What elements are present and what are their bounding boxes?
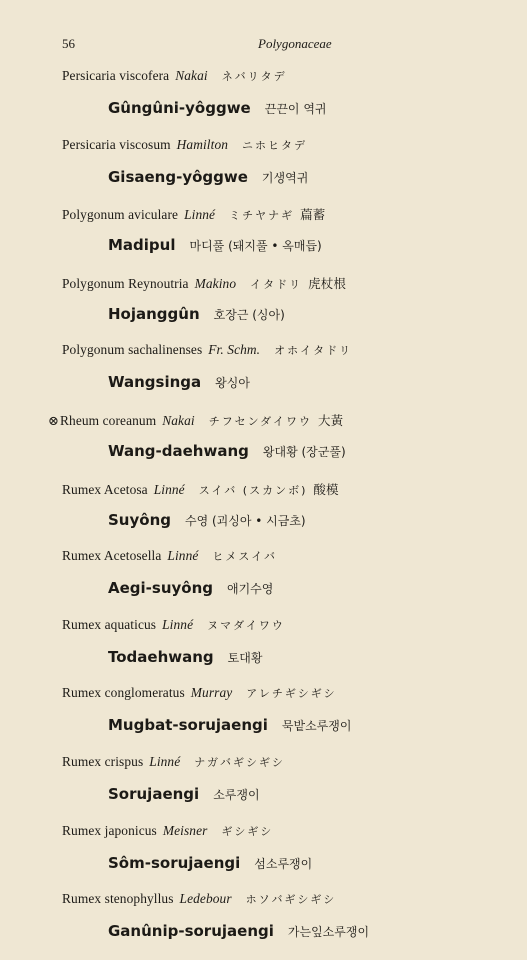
latin-name-line — [62, 68, 287, 84]
author-name: Linné — [162, 616, 194, 632]
species-list — [0, 68, 527, 960]
korean-romanized-name: Mugbat-sorujaengi — [108, 716, 268, 735]
species-entry — [0, 274, 527, 343]
japanese-name: ギシギシ — [221, 824, 274, 838]
korean-hangul-name: 토대황 — [227, 650, 263, 665]
japanese-name: アレチギシギシ — [246, 687, 337, 701]
author-name: Makino — [194, 275, 237, 291]
korean-romanized-name: Madipul — [108, 236, 176, 255]
korean-hangul-name: 가는잎소루쟁이 — [287, 925, 370, 940]
korean-romanized-name: Sôm-sorujaengi — [108, 853, 241, 872]
species-entry — [0, 891, 527, 960]
korean-name-line — [108, 511, 306, 530]
species-entry — [0, 685, 527, 754]
kanji-name: 大黃 — [317, 412, 344, 428]
species-entry — [0, 205, 527, 274]
species-entry — [0, 617, 527, 686]
korean-romanized-name: Gûngûni-yôggwe — [108, 99, 251, 117]
korean-romanized-name: Suyông — [108, 510, 171, 529]
author-name: Fr. Schm. — [208, 342, 261, 358]
korean-name-line — [108, 99, 327, 118]
latin-name: Persicaria viscofera — [62, 68, 170, 83]
korean-name-line — [108, 442, 346, 461]
species-entry — [0, 68, 527, 137]
korean-name-line — [108, 922, 369, 941]
latin-name-line — [48, 411, 343, 429]
latin-name-line — [62, 137, 307, 153]
japanese-name: ミチヤナギ — [229, 209, 295, 223]
japanese-name: ヒメスイバ — [212, 550, 277, 564]
latin-name-line — [62, 480, 339, 498]
latin-name: Rumex Acetosella — [62, 548, 162, 564]
japanese-name: ホソバギシギシ — [245, 893, 337, 907]
japanese-name: ネバリタデ — [221, 70, 287, 83]
korean-hangul-name: 호장근 (싱아) — [213, 307, 285, 322]
kanji-name: 萹蓄 — [300, 207, 326, 223]
latin-name-line — [62, 548, 277, 564]
latin-name: Rumex japonicus — [62, 822, 157, 838]
page-number: 56 — [62, 36, 75, 51]
latin-name: Rumex stenophyllus — [62, 891, 174, 907]
author-name: Nakai — [162, 412, 195, 428]
korean-name-line — [108, 648, 262, 667]
korean-romanized-name: Hojanggûn — [108, 304, 200, 323]
species-entry — [0, 754, 527, 823]
korean-hangul-name: 왕대황 (장군풀) — [262, 444, 346, 459]
korean-name-line — [108, 716, 351, 735]
korean-romanized-name: Gisaeng-yôggwe — [108, 167, 248, 186]
latin-name: Polygonum sachalinenses — [62, 342, 203, 358]
species-entry — [0, 411, 527, 480]
korean-hangul-name: 섬소루쟁이 — [254, 856, 313, 871]
korean-name-line — [108, 168, 308, 187]
korean-hangul-name: 소루쟁이 — [213, 787, 260, 802]
korean-name-line — [108, 236, 322, 255]
author-name: Linné — [153, 481, 185, 497]
latin-name-line — [62, 685, 337, 701]
latin-name-line — [62, 823, 273, 839]
korean-romanized-name: Wangsinga — [108, 373, 202, 392]
korean-name-line — [108, 373, 250, 392]
latin-name-line — [62, 891, 336, 907]
author-name: Ledebour — [179, 891, 232, 907]
korean-hangul-name: 왕싱아 — [215, 376, 250, 391]
latin-name-line — [62, 274, 346, 292]
japanese-name: オホイタドリ — [274, 344, 353, 358]
species-entry — [0, 548, 527, 617]
species-entry — [0, 823, 527, 892]
running-title: Polygonaceae — [258, 36, 332, 51]
korean-hangul-name: 수영 (괴싱아 • 시금초) — [184, 513, 306, 528]
author-name: Meisner — [162, 822, 208, 838]
korean-romanized-name: Aegi-suyông — [108, 579, 213, 598]
latin-name: Polygonum Reynoutria — [62, 275, 189, 291]
korean-hangul-name: 기생역귀 — [261, 170, 309, 185]
latin-name: Rumex conglomeratus — [62, 685, 185, 701]
author-name: Hamilton — [176, 136, 229, 152]
author-name: Linné — [167, 548, 199, 564]
korean-romanized-name: Sorujaengi — [108, 784, 200, 803]
japanese-name: イタドリ — [250, 277, 303, 291]
latin-name: Persicaria viscosum — [62, 136, 171, 152]
japanese-name: スイバ (スカンボ) — [198, 483, 308, 497]
korean-hangul-name: 묵밭소루쟁이 — [281, 719, 352, 734]
latin-name: Polygonum aviculare — [62, 207, 179, 223]
species-entry — [0, 137, 527, 206]
japanese-name: ヌマダイワウ — [207, 618, 285, 632]
kanji-name: 酸模 — [313, 481, 339, 497]
author-name: Linné — [149, 753, 181, 769]
author-name: Murray — [190, 685, 233, 701]
korean-romanized-name: Wang-daehwang — [108, 441, 249, 460]
japanese-name: ナガバギシギシ — [194, 755, 285, 769]
page-header — [62, 36, 497, 56]
latin-name: Rumex crispus — [62, 753, 144, 769]
latin-name: Rheum coreanum — [60, 412, 157, 428]
latin-name: Rumex aquaticus — [62, 616, 157, 632]
korean-hangul-name: 마디풀 (돼지풀 • 옥매듭) — [189, 239, 322, 254]
latin-name: Rumex Acetosa — [62, 481, 148, 497]
korean-romanized-name: Ganûnip-sorujaengi — [108, 922, 274, 941]
latin-name-line — [62, 342, 352, 358]
latin-name-line — [62, 754, 285, 770]
kanji-name: 虎杖根 — [308, 275, 346, 291]
korean-name-line — [108, 854, 312, 873]
latin-name-line — [62, 205, 325, 223]
entry-marker-symbol: ⊗ — [48, 412, 59, 428]
korean-name-line — [108, 579, 273, 598]
korean-hangul-name: 끈끈이 역귀 — [264, 102, 327, 116]
korean-name-line — [108, 305, 285, 324]
japanese-name: チフセンダイワウ — [208, 414, 312, 428]
korean-hangul-name: 애기수영 — [227, 582, 274, 597]
species-entry — [0, 342, 527, 411]
author-name: Linné — [184, 207, 216, 223]
species-entry — [0, 480, 527, 549]
latin-name-line — [62, 617, 285, 633]
korean-romanized-name: Todaehwang — [108, 647, 214, 666]
author-name: Nakai — [175, 68, 208, 83]
korean-name-line — [108, 785, 260, 804]
japanese-name: ニホヒタデ — [242, 138, 308, 152]
